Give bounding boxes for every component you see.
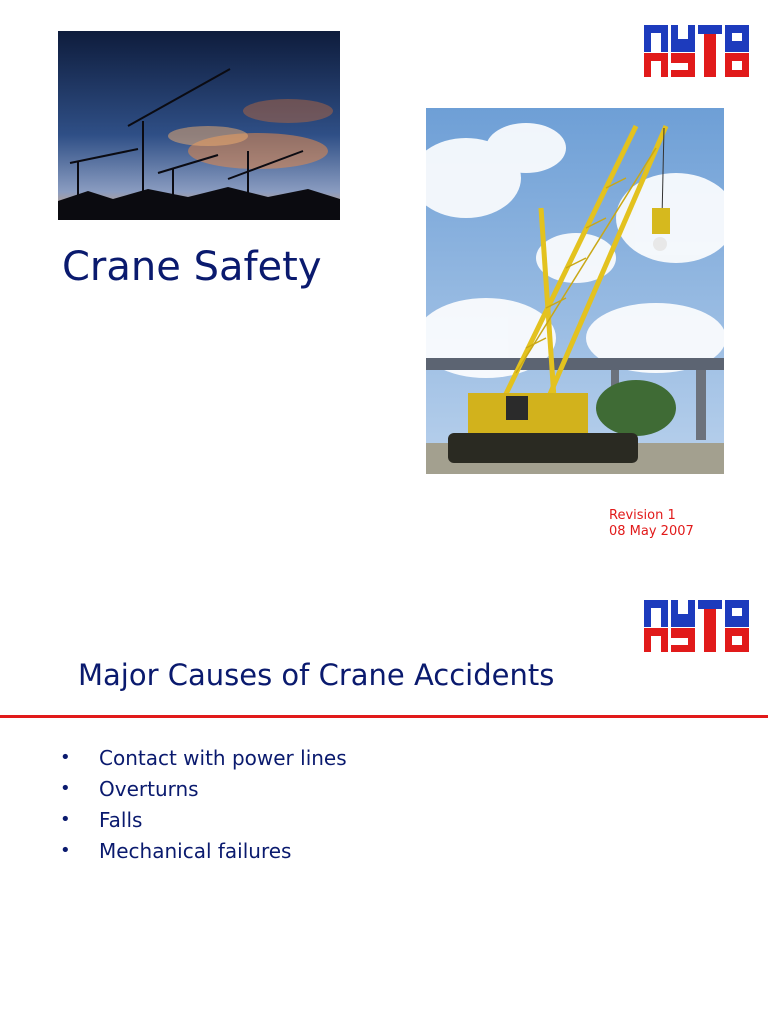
list-item-text: Overturns (99, 776, 199, 801)
cranes-dusk-photo (58, 31, 340, 220)
crawler-crane-photo (426, 108, 724, 474)
list-item (60, 835, 347, 866)
list-item (60, 773, 347, 804)
bullet-icon: • (60, 840, 71, 861)
list-item-text: Falls (99, 807, 143, 832)
revision-label: Revision 1 (609, 508, 676, 523)
slide-title: Crane Safety (62, 244, 322, 290)
causes-slide (0, 580, 768, 1024)
revision-date: 08 May 2007 (609, 524, 694, 539)
revision-info (609, 508, 694, 540)
list-item-text: Contact with power lines (99, 745, 347, 770)
slide-title: Major Causes of Crane Accidents (78, 658, 555, 692)
bullet-icon: • (60, 809, 71, 830)
bullet-icon: • (60, 778, 71, 799)
list-item (60, 804, 347, 835)
title-divider (0, 715, 768, 718)
company-logo-icon (642, 23, 752, 79)
list-item (60, 742, 347, 773)
bullet-icon: • (60, 747, 71, 768)
company-logo-icon (642, 598, 752, 654)
causes-list (60, 742, 347, 866)
list-item-text: Mechanical failures (99, 838, 292, 863)
